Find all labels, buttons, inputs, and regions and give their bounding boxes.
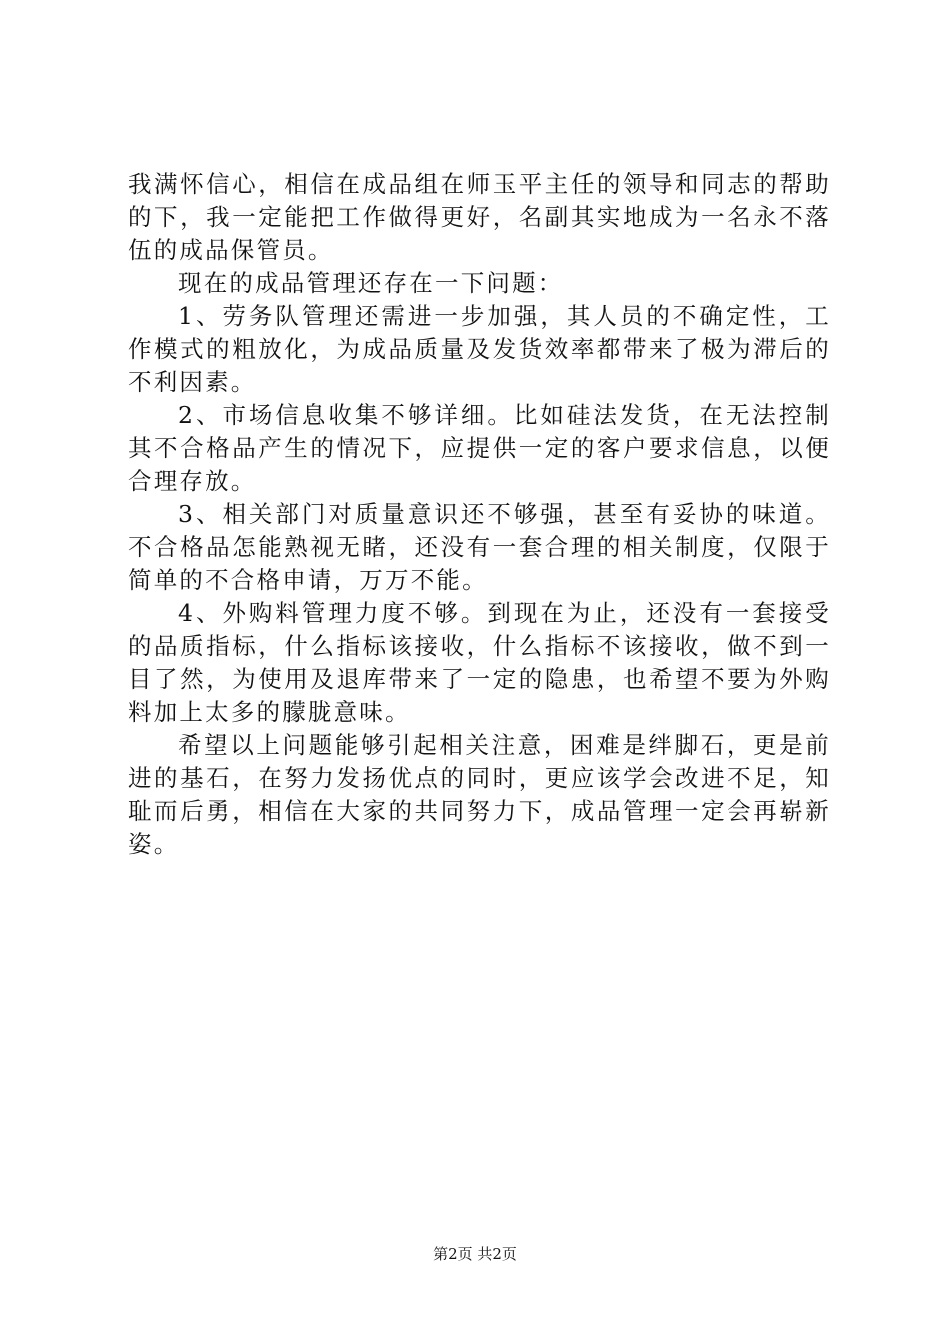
paragraph-issue-4: 4、外购料管理力度不够。到现在为止，还没有一套接受的品质指标，什么指标该接收，什么指标不该接收，做不到一目了然，为使用及退库带来了一定的隐患，也希望不要为外购料加上太多的朦胧意味。 xyxy=(128,599,831,726)
paragraph-issues-intro: 现在的成品管理还存在一下问题： xyxy=(178,269,564,297)
document-body xyxy=(128,168,831,861)
paragraph-issue-2: 2、市场信息收集不够详细。比如硅法发货，在无法控制其不合格品产生的情况下，应提供一定的客户要求信息，以便合理存放。 xyxy=(128,401,831,495)
paragraph-issue-3: 3、相关部门对质量意识还不够强，甚至有妥协的味道。不合格品怎能熟视无睹，还没有一套合理的相关制度，仅限于简单的不合格申请，万万不能。 xyxy=(128,500,831,594)
paragraph-continuation: 我满怀信心，相信在成品组在师玉平主任的领导和同志的帮助的下，我一定能把工作做得更好，名副其实地成为一名永不落伍的成品保管员。 xyxy=(128,170,831,264)
paragraph-conclusion: 希望以上问题能够引起相关注意，困难是绊脚石，更是前进的基石，在努力发扬优点的同时，更应该学会改进不足，知耻而后勇，相信在大家的共同努力下，成品管理一定会再崭新姿。 xyxy=(128,731,831,858)
page-number-footer: 第2页 共2页 xyxy=(433,1245,517,1263)
paragraph-issue-1: 1、劳务队管理还需进一步加强，其人员的不确定性，工作模式的粗放化，为成品质量及发货效率都带来了极为滞后的不利因素。 xyxy=(128,302,831,396)
